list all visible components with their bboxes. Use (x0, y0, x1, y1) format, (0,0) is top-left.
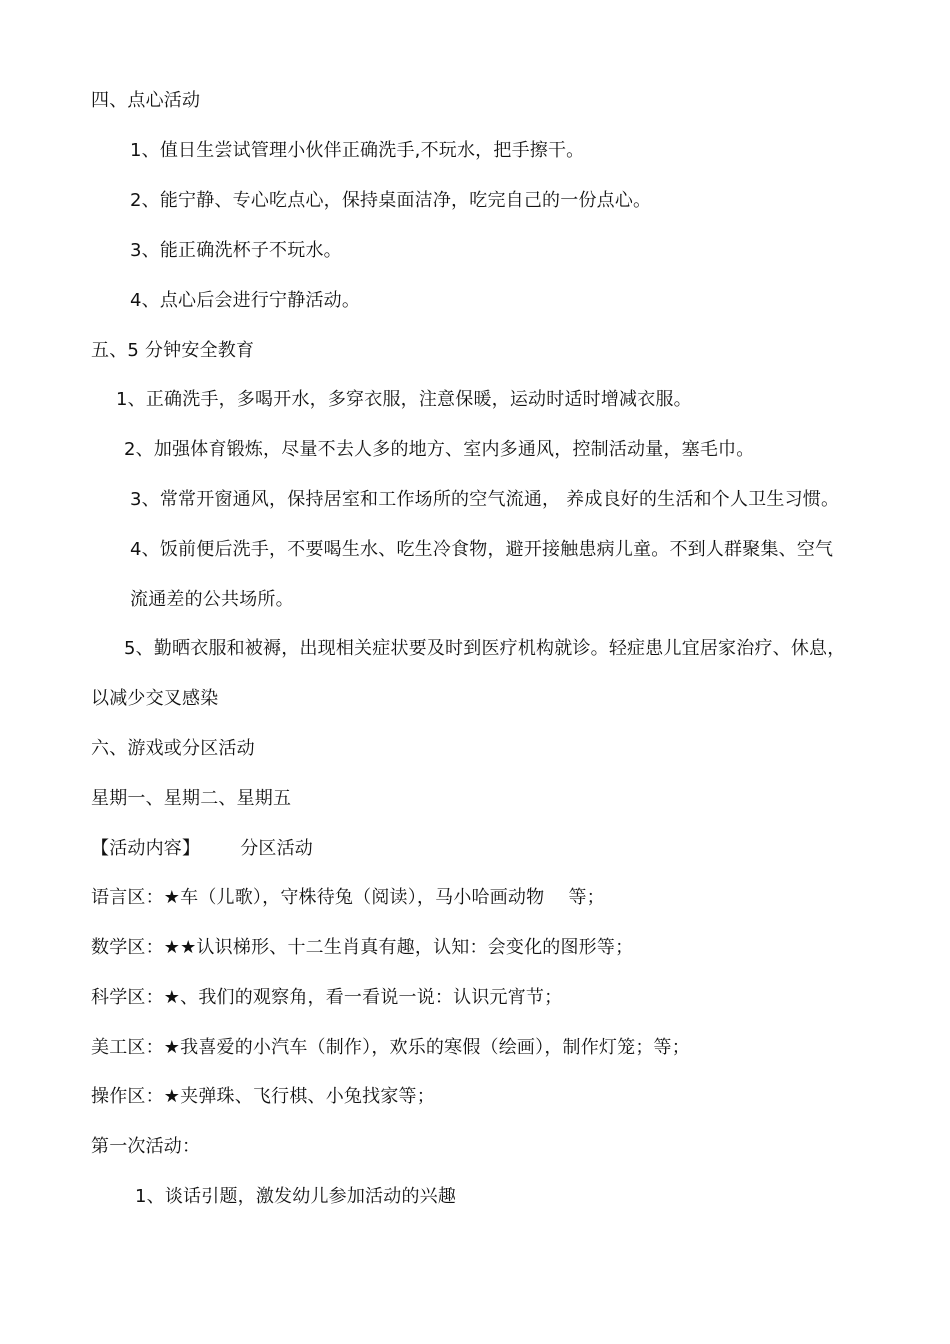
area-operation: 操作区：★夹弹珠、飞行棋、小兔找家等； (91, 1086, 435, 1107)
list-item: 1、正确洗手，多喝开水，多穿衣服，注意保暖，运动时适时增减衣服。 (116, 389, 692, 410)
area-art: 美工区：★我喜爱的小汽车（制作），欢乐的寒假（绘画），制作灯笼；等； (91, 1037, 690, 1058)
area-language: 语言区：★车（儿歌），守株待兔（阅读），马小哈画动物 等； (91, 887, 605, 908)
list-item: 5、勤晒衣服和被褥，出现相关症状要及时到医疗机构就诊。轻症患儿宜居家治疗、休息， (124, 638, 846, 659)
section-heading-safety: 五、5 分钟安全教育 (91, 340, 255, 361)
list-item: 4、点心后会进行宁静活动。 (130, 290, 361, 311)
first-activity-heading: 第一次活动： (91, 1136, 201, 1157)
list-item: 2、加强体育锻炼，尽量不去人多的地方、室内多通风，控制活动量，塞毛巾。 (124, 439, 755, 460)
list-item: 2、能宁静、专心吃点心，保持桌面洁净，吃完自己的一份点心。 (130, 190, 652, 211)
list-item: 4、饭前便后洗手，不要喝生水、吃生冷食物，避开接触患病儿童。不到人群聚集、空气 (130, 539, 834, 560)
list-item-continued: 以减少交叉感染 (91, 688, 219, 709)
activity-content-value: 分区活动 (240, 838, 314, 859)
weekdays-text: 星期一、星期二、星期五 (91, 788, 292, 809)
activity-content-label: 【活动内容】 (91, 838, 201, 859)
list-item: 1、值日生尝试管理小伙伴正确洗手,不玩水，把手擦干。 (130, 140, 585, 161)
section-heading-play: 六、游戏或分区活动 (91, 738, 255, 759)
area-math: 数学区：★★认识梯形、十二生肖真有趣，认知：会变化的图形等； (91, 937, 634, 958)
list-item: 3、能正确洗杯子不玩水。 (130, 240, 342, 261)
area-science: 科学区：★、我们的观察角，看一看说一说：认识元宵节； (91, 987, 563, 1008)
list-item: 3、常常开窗通风，保持居室和工作场所的空气流通， 养成良好的生活和个人卫生习惯。 (130, 489, 840, 510)
list-item: 1、谈话引题，激发幼儿参加活动的兴趣 (135, 1186, 457, 1207)
activity-content-row (91, 836, 313, 862)
section-heading-snack: 四、点心活动 (91, 90, 201, 111)
list-item-continued: 流通差的公共场所。 (130, 589, 294, 610)
